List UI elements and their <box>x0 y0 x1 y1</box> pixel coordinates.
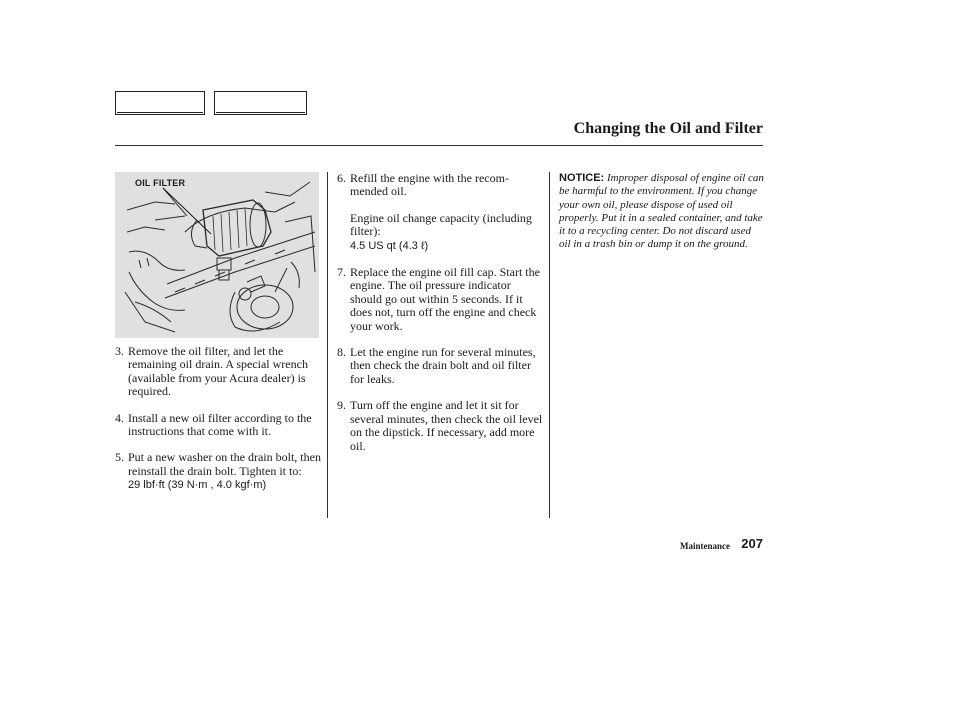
page-title: Changing the Oil and Filter <box>573 120 763 137</box>
torque-spec: 29 lbf·ft (39 N·m , 4.0 kgf·m) <box>128 479 267 492</box>
step-9 <box>337 399 543 453</box>
step-8 <box>337 346 543 386</box>
step-3 <box>115 345 325 399</box>
step-number: 7. <box>337 265 346 280</box>
step-text: Turn off the engine and let it sit for several minutes, then check the oil level on the dipstick. If necessary, add more oil. <box>350 398 543 453</box>
column-divider-1 <box>327 172 328 518</box>
steps-list-middle <box>337 172 543 466</box>
step-text: Refill the engine with the recom-mended oil. <box>350 171 509 199</box>
footer-section-name: Maintenance <box>680 541 730 551</box>
step-text: Put a new washer on the drain bolt, then reinstall the drain bolt. Tighten it to: <box>128 450 321 478</box>
step-number: 6. <box>337 171 346 185</box>
step-number: 9. <box>337 398 346 413</box>
step-5 <box>115 451 325 492</box>
step-number: 8. <box>337 345 346 360</box>
step-text: Remove the oil filter, and let the remaining oil drain. A special wrench (available from your Acura dealer) is required. <box>128 344 308 399</box>
capacity-label: Engine oil change capacity (including filter): <box>350 210 532 239</box>
step-7 <box>337 266 543 333</box>
step-text: Replace the engine oil fill cap. Start the engine. The oil pressure indicator should go out within 5 seconds. If it does not, turn off the engine and check your work. <box>350 265 540 333</box>
step-4 <box>115 412 325 439</box>
step-number: 4. <box>115 410 124 425</box>
step-6 <box>337 172 543 253</box>
title-rule <box>115 145 763 146</box>
page-number: 207 <box>741 536 763 551</box>
notice-box <box>559 172 764 252</box>
header-tab-box-2 <box>214 91 307 115</box>
notice-text: Improper disposal of engine oil can be harmful to the environment. If you change your own oil, please dispose of used oil properly. Put it in a sealed container, and take it to a recycling center. Do not discard used oil in a trash bin or dump it on the ground. <box>559 172 764 251</box>
header-tab-box-1 <box>115 91 205 115</box>
notice-label: NOTICE: <box>559 172 605 184</box>
capacity-value: 4.5 US qt (4.3 ℓ) <box>350 239 429 252</box>
step-number: 3. <box>115 344 124 358</box>
steps-list-left <box>115 345 325 506</box>
step-text: Let the engine run for several minutes, then check the drain bolt and oil filter for leaks. <box>350 345 536 386</box>
oil-filter-illustration <box>115 172 319 338</box>
step-text: Install a new oil filter according to the instructions that come with it. <box>128 410 312 439</box>
column-divider-2 <box>549 172 550 518</box>
step-number: 5. <box>115 450 124 465</box>
engine-drawing <box>115 172 319 338</box>
figure-label: OIL FILTER <box>135 178 186 188</box>
